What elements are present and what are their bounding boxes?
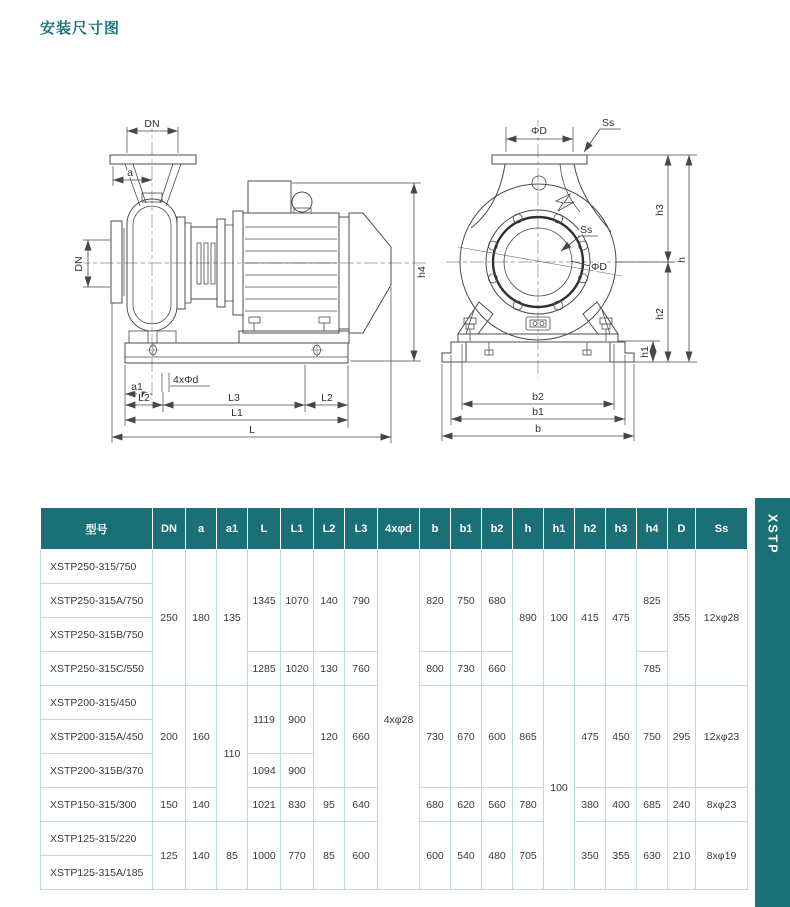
value-cell: 295 bbox=[668, 686, 696, 788]
value-cell: 785 bbox=[637, 652, 668, 686]
model-cell: XSTP250-315A/750 bbox=[41, 584, 153, 618]
value-cell: 865 bbox=[513, 686, 544, 788]
dim-label-b: b bbox=[535, 423, 541, 435]
column-header: a bbox=[186, 508, 217, 550]
dim-label-a1: a1 bbox=[131, 381, 143, 393]
value-cell: 660 bbox=[345, 686, 378, 788]
dim-label-l2-right: L2 bbox=[321, 392, 333, 404]
value-cell: 750 bbox=[637, 686, 668, 788]
value-cell: 680 bbox=[482, 550, 513, 652]
value-cell: 4xφ28 bbox=[378, 550, 420, 890]
value-cell: 100 bbox=[544, 686, 575, 890]
value-cell: 450 bbox=[606, 686, 637, 788]
value-cell: 730 bbox=[420, 686, 451, 788]
dim-label-l2-left: L2 bbox=[138, 392, 150, 404]
column-header: h4 bbox=[637, 508, 668, 550]
value-cell: 540 bbox=[451, 822, 482, 890]
value-cell: 1020 bbox=[281, 652, 314, 686]
table-header-row bbox=[41, 508, 748, 550]
value-cell: 780 bbox=[513, 788, 544, 822]
dim-label-dn-top: DN bbox=[144, 118, 160, 130]
dim-label-l: L bbox=[249, 424, 255, 436]
dim-label-b2: b2 bbox=[532, 391, 544, 403]
value-cell: 415 bbox=[575, 550, 606, 686]
value-cell: 475 bbox=[575, 686, 606, 788]
column-header: h2 bbox=[575, 508, 606, 550]
value-cell: 85 bbox=[314, 822, 345, 890]
value-cell: 640 bbox=[345, 788, 378, 822]
anchor-bolt-symbol bbox=[147, 344, 323, 357]
value-cell: 400 bbox=[606, 788, 637, 822]
value-cell: 350 bbox=[575, 822, 606, 890]
value-cell: 160 bbox=[186, 686, 217, 788]
model-cell: XSTP125-315/220 bbox=[41, 822, 153, 856]
column-header: L bbox=[248, 508, 281, 550]
column-header: h bbox=[513, 508, 544, 550]
value-cell: 760 bbox=[345, 652, 378, 686]
value-cell: 355 bbox=[606, 822, 637, 890]
value-cell: 210 bbox=[668, 822, 696, 890]
value-cell: 140 bbox=[186, 822, 217, 890]
value-cell: 240 bbox=[668, 788, 696, 822]
value-cell: 800 bbox=[420, 652, 451, 686]
value-cell: 200 bbox=[153, 686, 186, 788]
pump-side-view bbox=[73, 118, 428, 443]
pump-front-view bbox=[442, 117, 697, 441]
value-cell: 1094 bbox=[248, 754, 281, 788]
dim-label-l3: L3 bbox=[228, 392, 240, 404]
table-row bbox=[41, 550, 748, 584]
value-cell: 900 bbox=[281, 754, 314, 788]
side-tab-xstp bbox=[755, 498, 790, 907]
value-cell: 890 bbox=[513, 550, 544, 686]
value-cell: 750 bbox=[451, 550, 482, 652]
dim-label-holes: 4xΦd bbox=[173, 374, 199, 386]
value-cell: 12xφ23 bbox=[696, 686, 748, 788]
dimension-table bbox=[40, 507, 748, 890]
value-cell: 1345 bbox=[248, 550, 281, 652]
model-cell: XSTP250-315B/750 bbox=[41, 618, 153, 652]
dim-label-h: h bbox=[676, 257, 688, 263]
value-cell: 660 bbox=[482, 652, 513, 686]
column-header: a1 bbox=[217, 508, 248, 550]
column-header: b bbox=[420, 508, 451, 550]
value-cell: 670 bbox=[451, 686, 482, 788]
value-cell: 480 bbox=[482, 822, 513, 890]
value-cell: 790 bbox=[345, 550, 378, 652]
value-cell: 180 bbox=[186, 550, 217, 686]
dim-label-h2: h2 bbox=[654, 308, 666, 320]
value-cell: 140 bbox=[186, 788, 217, 822]
dim-label-l1: L1 bbox=[231, 407, 243, 419]
value-cell: 600 bbox=[345, 822, 378, 890]
value-cell: 770 bbox=[281, 822, 314, 890]
brand-mark bbox=[556, 194, 574, 211]
column-header: b2 bbox=[482, 508, 513, 550]
column-header: L2 bbox=[314, 508, 345, 550]
value-cell: 12xφ28 bbox=[696, 550, 748, 686]
dim-label-phid-top: ΦD bbox=[531, 125, 547, 137]
value-cell: 730 bbox=[451, 652, 482, 686]
value-cell: 825 bbox=[637, 550, 668, 652]
value-cell: 8xφ23 bbox=[696, 788, 748, 822]
dim-label-b1: b1 bbox=[532, 406, 544, 418]
dim-label-h3: h3 bbox=[654, 204, 666, 216]
value-cell: 1119 bbox=[248, 686, 281, 754]
value-cell: 355 bbox=[668, 550, 696, 686]
dim-label-dn-side: DN bbox=[73, 256, 85, 272]
model-cell: XSTP250-315C/550 bbox=[41, 652, 153, 686]
value-cell: 120 bbox=[314, 686, 345, 788]
model-cell: XSTP125-315A/185 bbox=[41, 856, 153, 890]
column-header: DN bbox=[153, 508, 186, 550]
column-header: 4xφd bbox=[378, 508, 420, 550]
dim-label-phid-mid: ΦD bbox=[591, 261, 607, 273]
value-cell: 150 bbox=[153, 788, 186, 822]
column-header: 型号 bbox=[41, 508, 153, 550]
value-cell: 685 bbox=[637, 788, 668, 822]
column-header: L1 bbox=[281, 508, 314, 550]
dim-label-ss-top: Ss bbox=[602, 117, 615, 129]
dim-label-h4: h4 bbox=[416, 266, 428, 278]
value-cell: 1000 bbox=[248, 822, 281, 890]
value-cell: 100 bbox=[544, 550, 575, 686]
dim-label-a: a bbox=[127, 167, 133, 179]
model-cell: XSTP200-315B/370 bbox=[41, 754, 153, 788]
model-cell: XSTP200-315/450 bbox=[41, 686, 153, 720]
value-cell: 600 bbox=[482, 686, 513, 788]
value-cell: 900 bbox=[281, 686, 314, 754]
value-cell: 475 bbox=[606, 550, 637, 686]
value-cell: 680 bbox=[420, 788, 451, 822]
value-cell: 1285 bbox=[248, 652, 281, 686]
value-cell: 1070 bbox=[281, 550, 314, 652]
model-cell: XSTP250-315/750 bbox=[41, 550, 153, 584]
value-cell: 620 bbox=[451, 788, 482, 822]
value-cell: 1021 bbox=[248, 788, 281, 822]
model-cell: XSTP200-315A/450 bbox=[41, 720, 153, 754]
value-cell: 95 bbox=[314, 788, 345, 822]
column-header: h1 bbox=[544, 508, 575, 550]
value-cell: 250 bbox=[153, 550, 186, 686]
column-header: L3 bbox=[345, 508, 378, 550]
value-cell: 125 bbox=[153, 822, 186, 890]
column-header: D bbox=[668, 508, 696, 550]
value-cell: 85 bbox=[217, 822, 248, 890]
value-cell: 130 bbox=[314, 652, 345, 686]
value-cell: 380 bbox=[575, 788, 606, 822]
model-cell: XSTP150-315/300 bbox=[41, 788, 153, 822]
column-header: b1 bbox=[451, 508, 482, 550]
value-cell: 8xφ19 bbox=[696, 822, 748, 890]
value-cell: 560 bbox=[482, 788, 513, 822]
dim-label-ss-mid: Ss bbox=[580, 224, 593, 236]
value-cell: 830 bbox=[281, 788, 314, 822]
value-cell: 630 bbox=[637, 822, 668, 890]
dim-label-h1: h1 bbox=[639, 346, 651, 358]
value-cell: 135 bbox=[217, 550, 248, 686]
value-cell: 110 bbox=[217, 686, 248, 822]
value-cell: 140 bbox=[314, 550, 345, 652]
column-header: h3 bbox=[606, 508, 637, 550]
value-cell: 600 bbox=[420, 822, 451, 890]
value-cell: 820 bbox=[420, 550, 451, 652]
page-title: 安装尺寸图 bbox=[40, 20, 121, 37]
column-header: Ss bbox=[696, 508, 748, 550]
side-tab-label: XSTP bbox=[765, 514, 780, 555]
value-cell: 705 bbox=[513, 822, 544, 890]
